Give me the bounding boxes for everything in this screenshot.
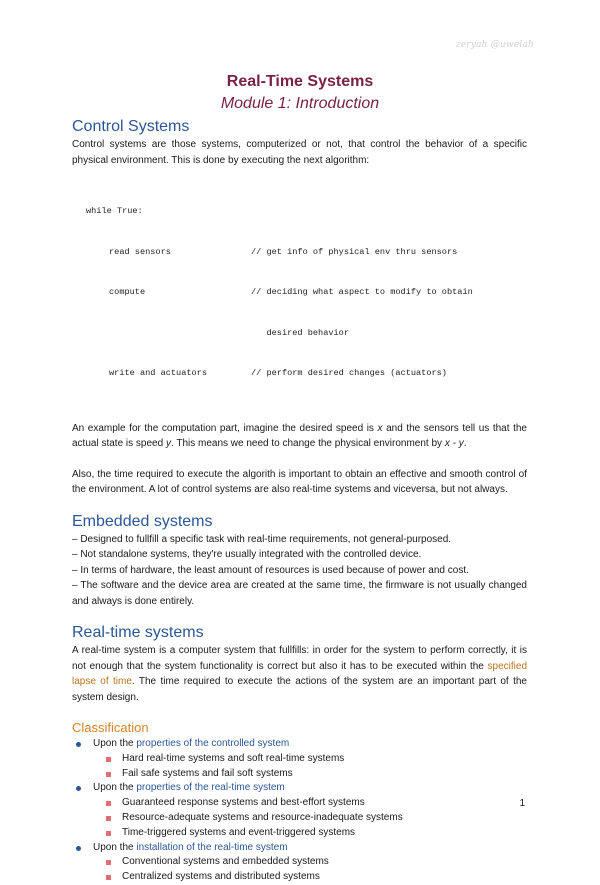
code-line [86, 286, 527, 300]
highlighted-phrase: properties of the real-time system [136, 782, 285, 794]
embedded-line: – Not standalone systems, they're usually integrated with the controlled device. [72, 549, 422, 560]
code-statement: read sensors [109, 246, 171, 257]
list-item [72, 781, 527, 796]
var-y: y [165, 438, 171, 449]
list-item [72, 737, 527, 752]
subheading-classification: Classification [72, 720, 149, 735]
text-run: Upon the [93, 841, 137, 853]
document-title: Real-Time Systems [226, 73, 374, 90]
sub-list-item: Resource-adequate systems and resource-inadequate systems [72, 811, 527, 826]
page-number: 1 [519, 798, 525, 809]
text-run: An example for the computation part, imagine the desired speed is [72, 422, 378, 434]
section-heading-real-time-systems: Real-time systems [72, 624, 204, 641]
highlighted-phrase: installation of the real-time system [136, 841, 288, 853]
embedded-line: – Designed to fullfill a specific task with real-time requirements, not general-purposed. [72, 533, 452, 545]
document-body [72, 117, 527, 885]
code-line [86, 246, 527, 260]
code-comment: // perform desired changes (actuators) [251, 368, 447, 378]
text-run: . [463, 438, 467, 449]
code-comment: // deciding what aspect to modify to obtain [251, 287, 473, 297]
timing-paragraph: Also, the time required to execute the algorith is important to obtain an effective and smooth control of the environment. A lot of control systems are also real-time systems and viceversa, but not always. [72, 468, 527, 495]
text-run: A real-time system is a computer system that fullfills: in order for the system to perform correctly, it is not enough that the system functionality is correct but also it has to be executed within the [72, 645, 527, 672]
computation-example-paragraph [72, 421, 527, 452]
embedded-line: – The software and the device area are created at the same time, the firmware is not usually changed and always is done entirely. [72, 580, 527, 607]
code-statement [86, 327, 251, 341]
var-x-minus-y: x - y [444, 438, 464, 449]
var-x: x [377, 422, 383, 434]
text-run: and the sensors tell us that the actual state is speed [72, 422, 527, 449]
sub-list-item: Conventional systems and embedded systems [72, 855, 527, 870]
document-subtitle: Module 1: Introduction [220, 95, 380, 112]
text-run: . The time required to execute the actions of the system are an important part of the system design. [72, 676, 527, 703]
text-run: Upon the [93, 738, 137, 749]
algorithm-code-block [86, 178, 527, 408]
control-systems-intro: Control systems are those systems, computerized or not, that control the behavior of a specific physical environment. This is done by executing the next algorithm: [72, 139, 527, 166]
highlighted-phrase: properties of the controlled system [136, 738, 290, 749]
text-run: . This means we need to change the physical environment by [170, 438, 445, 449]
classification-list [72, 737, 527, 885]
code-statement: compute [109, 287, 146, 297]
sub-list-item: Guaranteed response systems and best-effort systems [72, 796, 527, 811]
embedded-line: – In terms of hardware, the least amount of resources is used because of power and cost. [72, 564, 469, 576]
code-line [86, 327, 527, 341]
highlighted-phrase: specified lapse of time [72, 660, 527, 687]
sub-list-item: Hard real-time systems and soft real-time systems [72, 752, 527, 767]
section-heading-embedded-systems: Embedded systems [72, 512, 213, 530]
code-line [86, 367, 527, 381]
real-time-definition [72, 643, 527, 705]
sub-list-item: Centralized systems and distributed systems [72, 870, 527, 885]
section-heading-control-systems: Control Systems [72, 118, 190, 135]
code-comment: // get info of physical env thru sensors [251, 246, 458, 257]
sub-list-item: Time-triggered systems and event-triggered systems [72, 826, 527, 841]
watermark: zeryah @uwelah [455, 40, 534, 50]
code-statement: write and actuators [109, 368, 207, 378]
sub-list-item: Fail safe systems and fail soft systems [72, 767, 527, 782]
code-line: while True: [86, 206, 143, 216]
text-run: Upon the [93, 782, 137, 794]
code-comment: desired behavior [251, 327, 349, 338]
